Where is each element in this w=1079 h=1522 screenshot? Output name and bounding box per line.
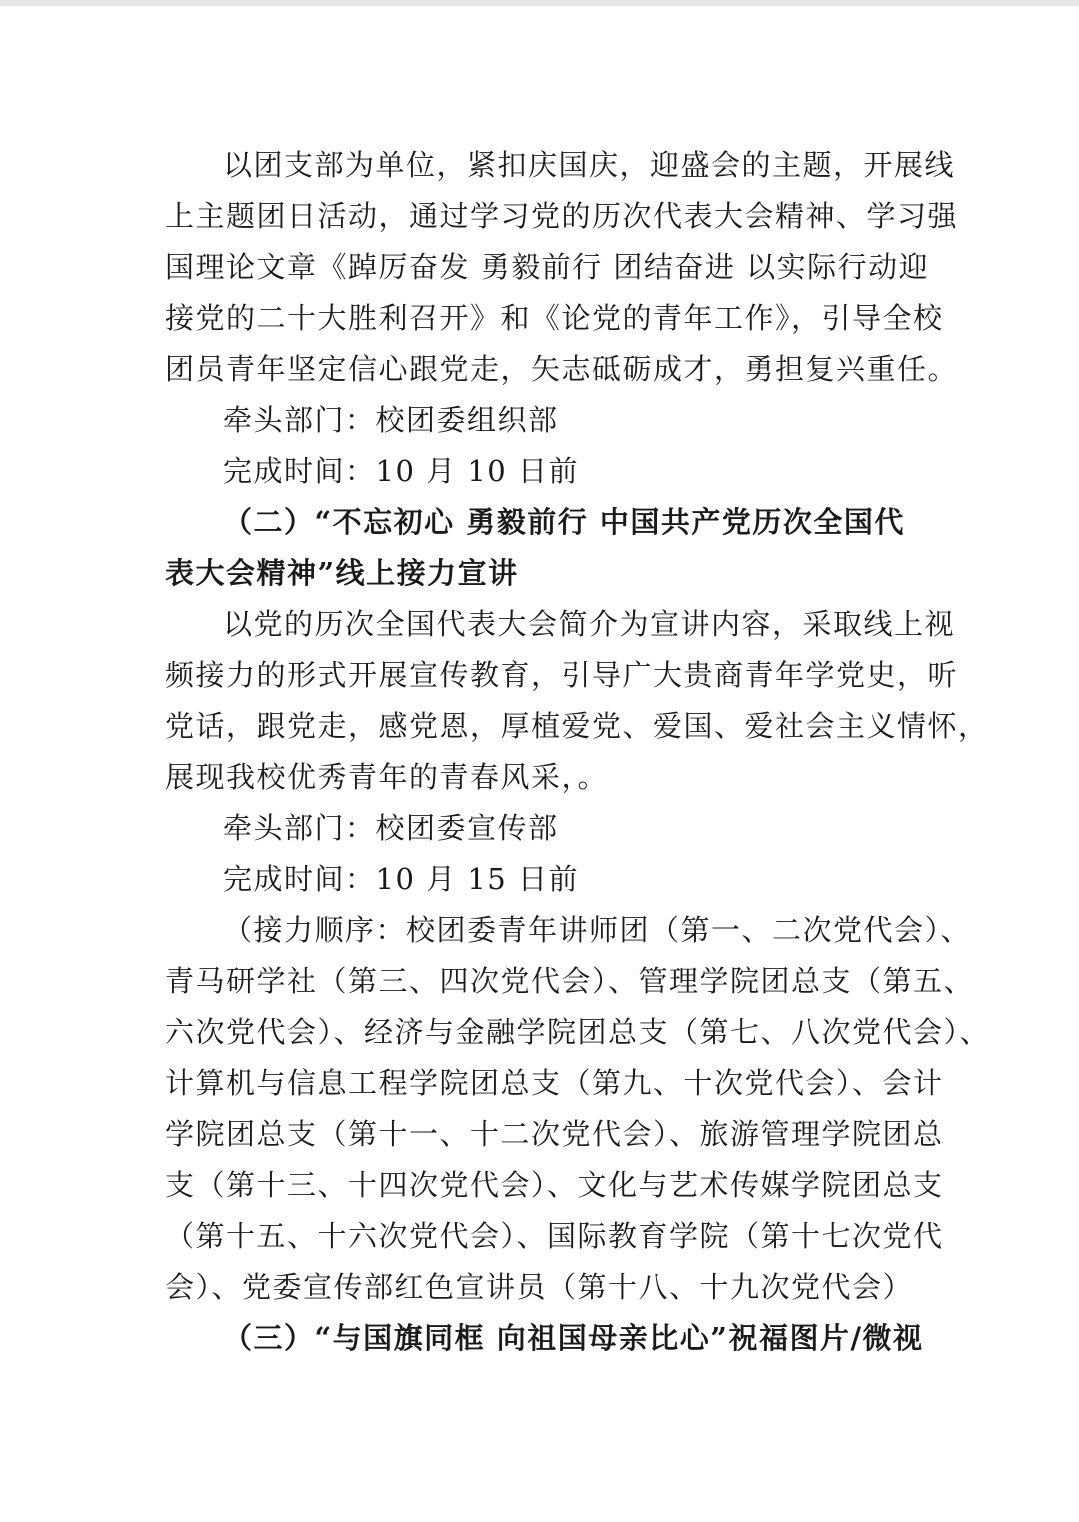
relay-order-line: 青马研学社（第三、四次党代会）、管理学院团总支（第五、 [165,964,975,998]
paragraph-line: 国理论文章《踔厉奋发 勇毅前行 团结奋进 以实际行动迎 [165,250,930,284]
section-heading: （二）“不忘初心 勇毅前行 中国共产党历次全国代 [223,505,905,539]
section-2 [165,497,991,1313]
relay-order-line: 学院团总支（第十一、十二次党代会）、旅游管理学院团总 [165,1117,944,1151]
relay-order-line: （第十五、十六次党代会）、国际教育学院（第十七次党代 [165,1219,944,1253]
paragraph-line: 频接力的形式开展宣传教育，引导广大贵商青年学党史，听 [165,658,959,692]
section-heading: （三）“与国旗同框 向祖国母亲比心”祝福图片/微视 [223,1321,924,1355]
document-page [165,140,991,1364]
relay-order-line: 会）、党委宣传部红色宣讲员（第十八、十九次党代会） [165,1270,914,1304]
relay-order-line: 六次党代会）、经济与金融学院团总支（第七、八次党代会）、 [165,1015,991,1049]
relay-order-line: 支（第十三、十四次党代会）、文化与艺术传媒学院团总支 [165,1168,944,1202]
paragraph-line: 以团支部为单位，紧扣庆国庆，迎盛会的主题，开展线 [223,148,956,182]
lead-department: 牵头部门：校团委组织部 [223,403,559,437]
section-heading: 表大会精神”线上接力宣讲 [165,556,519,590]
section-3 [165,1313,924,1364]
page-top-edge [0,0,1079,6]
paragraph-line: 团员青年坚定信心跟党走，矢志砥砺成才，勇担复兴重任。 [165,352,959,386]
section-1 [165,140,959,497]
paragraph-line: 以党的历次全国代表大会简介为宣讲内容，采取线上视 [223,607,956,641]
paragraph-line: 接党的二十大胜利召开》和《论党的青年工作》，引导全校 [165,301,944,335]
relay-order-line: （接力顺序：校团委青年讲师团（第一、二次党代会）、 [223,913,972,947]
lead-department: 牵头部门：校团委宣传部 [223,811,559,845]
completion-time: 完成时间：10 月 15 日前 [223,862,579,896]
completion-time: 完成时间：10 月 10 日前 [223,454,579,488]
paragraph-line: 党话，跟党走，感党恩，厚植爱党、爱国、爱社会主义情怀， [165,709,989,743]
paragraph-line: 展现我校优秀青年的青春风采，。 [165,760,609,794]
paragraph-line: 上主题团日活动，通过学习党的历次代表大会精神、学习强 [165,199,959,233]
relay-order-line: 计算机与信息工程学院团总支（第九、十次党代会）、会计 [165,1066,944,1100]
